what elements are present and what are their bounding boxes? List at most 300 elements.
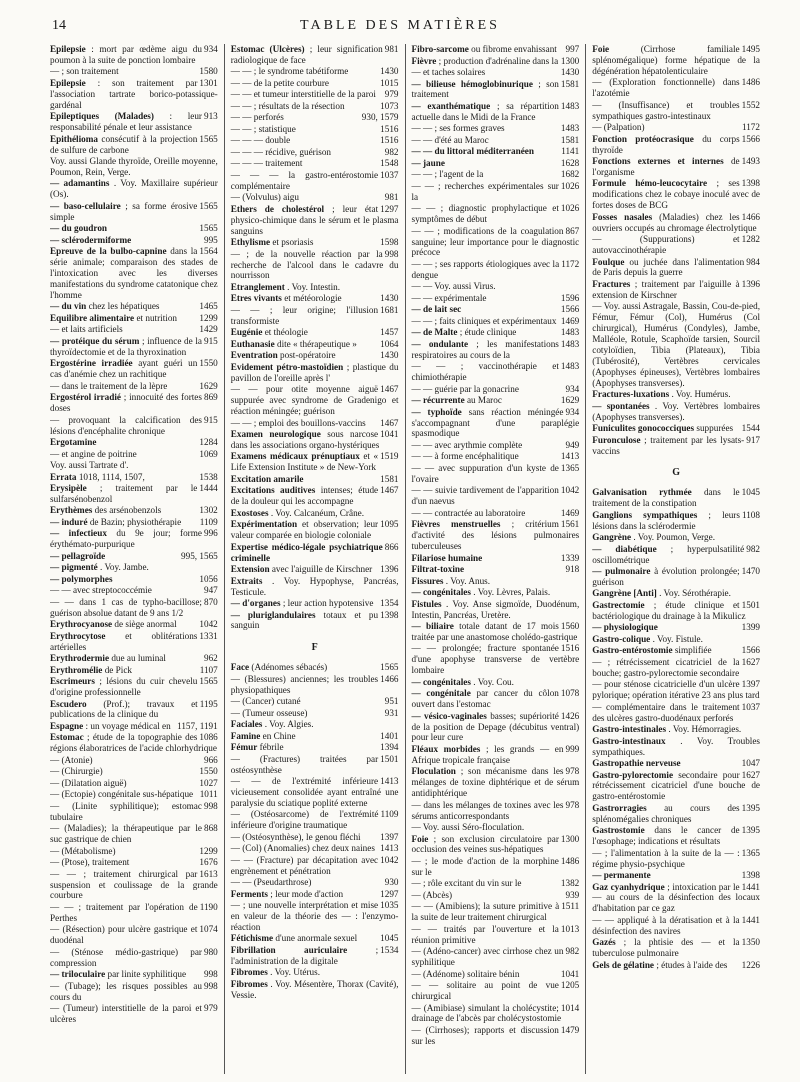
entry-page-ref: 1519 [380,451,399,462]
entry-text: ; influence de la thyroïdectomie et de la thyroxination [50,335,202,357]
index-entry [592,758,760,769]
entry-text: — (Atonie) [50,754,93,765]
index-entry [412,890,580,901]
entry-text: — — expérimentale [411,292,487,303]
index-entry [592,657,760,679]
index-entry [50,235,218,246]
entry-page-ref: 934 [203,44,218,54]
index-entry [50,676,218,698]
index-entry [412,856,580,878]
entry-text: ; son exclusion circulatoire par occlusion des veines sus-hépatiques [411,833,559,855]
index-entry [231,542,399,564]
index-column-1 [50,44,224,1074]
entry-page-ref: 1564 [199,246,218,257]
index-entry [50,472,218,483]
entry-text: dite « thérapeutique » [276,338,357,349]
entry-page-ref: 1026 [560,180,580,191]
entry-heading: Erythèmes [50,505,93,516]
entry-heading: Floculation [411,766,456,777]
entry-heading: Famine [230,730,261,741]
entry-page-ref: 917 [746,434,760,445]
entry-page-ref: 1444 [199,483,218,493]
index-entry [231,967,399,978]
entry-heading: Gaz cyanhydrique [592,881,665,892]
index-entry [50,111,218,133]
index-entry [231,89,399,100]
index-entry [231,44,399,66]
entry-page-ref: 1108 [741,509,760,520]
index-entry [231,933,399,944]
index-entry [412,508,580,519]
entry-page-ref: 1467 [380,485,399,496]
entry-page-ref: 995, 1565 [181,550,218,561]
entry-heading: Ergostérine irradiée [50,358,133,369]
entry-text: — (Tubage); les risques possibles au cours du [50,980,202,1002]
index-entry [231,429,399,451]
index-entry [592,870,760,881]
entry-text: ou fibrome envahissant [471,44,557,54]
entry-page-ref: 998 [203,980,218,991]
index-entry [412,980,580,1002]
index-entry [412,901,580,923]
entry-page-ref: 1550 [199,766,218,777]
entry-page-ref: 1172 [561,258,580,269]
index-entry [231,112,399,123]
entry-page-ref: 1413 [380,776,399,787]
entry-text: et météorologie [284,293,342,304]
index-entry [231,945,399,967]
entry-heading: Expertise médico-légale psychiatrique criminelle [230,541,383,563]
index-entry [50,562,218,573]
entry-text: ; leur mode d'action [270,888,344,899]
entry-heading: — biliaire [411,621,454,631]
entry-heading: Expérimentation [230,519,298,530]
entry-heading: Gastrectomie [592,599,645,610]
entry-page-ref: 1596 [560,292,580,303]
entry-text: — (Suppurations) et autovaccinothérapie [592,234,740,256]
entry-text: ; critérium d'activité des lésions pulmonaires tuberculeuses [411,519,580,552]
index-entry [592,679,760,701]
entry-page-ref: 1479 [560,1024,580,1035]
entry-text: ; études à l'aide des [656,959,728,970]
entry-page-ref: 939 [565,889,580,900]
index-entry [231,237,399,248]
entry-page-ref: 1538 [199,471,218,482]
index-entry [50,846,218,857]
entry-page-ref: 870 [203,596,218,607]
entry-heading: Ethers de cholestérol [230,203,325,214]
index-entry [592,122,760,133]
entry-text: — (Exploration fonctionnelle) dans l'azotémie [592,77,740,99]
entry-heading: — sclérodermiforme [50,234,132,245]
entry-text: (Cirrhose familiale splénomégalique) forme hépatique de la dégénération hépatolenticulaire [592,44,760,76]
entry-page-ref: 867 [565,225,580,236]
index-entry [231,485,399,507]
entry-page-ref: 998 [384,248,399,259]
entry-text: . Voy. Maxillaire supérieur (Os). [50,178,218,200]
entry-text: — — prolongée; fracture spontanée d'une apophyse transverse de vertèbre lombaire [411,643,580,676]
entry-text: — Voy. aussi Astragale, Bassin, Cou-de-pied, Fémur, Fémur (Col), Humérus (Col chirurgical), Humérus (Condyles), Jambe, Malléole, Rotule, Scaphoïde tarsien, Sourcil cotyloïdien, Tibia (Plateaux), Tibia (Tubérosité), Vertèbres cervicales (Apophyses épineuses), Vertèbres lombaires (Apophyses transverses). [592,301,760,388]
entry-text: de Bazin; physiothérapie [89,516,182,527]
entry-page-ref: 1157, 1191 [177,720,218,731]
entry-heading: Gastropathie nerveuse [592,758,681,768]
entry-text: — (Tumeur osseuse) [230,707,308,718]
entry-heading: Gels de gélatine [592,959,655,970]
entry-text: ; son mécanisme dans les mélanges de toxine diphtérique et de sérum antidiphtérique [411,766,580,799]
index-entry [231,78,399,89]
entry-text: — (Col) (Anomalies) chez deux naines [230,843,375,854]
entry-page-ref: 981 [384,192,399,203]
entry-text: ; hyperpulsatilité oscillométrique [592,543,745,565]
entry-text: — (Blessures) anciennes; les troubles physiopathiques [230,673,379,695]
entry-text: : un voyage médical en [85,720,171,731]
entry-text: — ; l'alimentation à la suite de la — : régime physio-psychique [592,847,740,869]
index-entry [412,711,580,744]
entry-text: — ; le mode d'action de la morphine sur le [411,855,559,877]
entry-text: — dans le traitement de la lèpre [50,380,168,391]
entry-text: — (Ostéosynthèse), le genou fléchi [230,831,361,842]
entry-heading: Gazés [592,937,616,948]
entry-page-ref: 1681 [380,304,399,315]
entry-page-ref: 1042 [199,619,218,630]
entry-heading: Excitations auditives [230,485,316,496]
index-entry [412,519,580,552]
entry-page-ref: 1398 [380,609,399,620]
index-entry [412,621,580,643]
entry-page-ref: 966 [203,754,218,765]
index-entry [231,696,399,707]
index-entry [412,226,580,259]
entry-page-ref: 1676 [199,857,218,868]
entry-page-ref: 1441 [741,881,760,892]
entry-text: . Voy. Anse sigmoïde, Duodénum, Intestin, Pancréas, Uretère. [411,598,580,620]
entry-heading: — triloculaire [50,969,106,980]
entry-page-ref: 1045 [380,933,399,944]
entry-heading: Excitation amarile [230,473,304,484]
entry-page-ref: 1395 [741,802,760,813]
entry-page-ref: 982 [565,946,580,957]
entry-text: Voy. aussi Glande thyroïde, Oreille moyenne, Poumon, Rein, Verge. [50,156,218,177]
entry-page-ref: 1365 [741,847,760,858]
index-entry [231,384,399,417]
index-entry [412,135,580,146]
page-header [0,18,800,38]
entry-heading: — baso-cellulaire [50,200,121,211]
index-entry [231,731,399,742]
entry-page-ref: 1013 [560,923,580,934]
entry-page-ref: 1629 [560,395,580,406]
entry-page-ref: 1086 [199,732,218,743]
index-entry [50,653,218,664]
index-entry [592,212,760,234]
entry-text: — (Cancer) cutané [230,696,301,707]
index-entry [592,622,760,633]
entry-page-ref: 1441 [741,914,760,925]
entry-page-ref: 1339 [560,552,580,563]
entry-text: ; étude de la topographie des régions élaboratrices de l'acide chlorhydrique [50,732,217,754]
entry-page-ref: 1466 [380,673,399,684]
entry-heading: Foie [592,44,610,54]
entry-page-ref: 1398 [741,870,760,881]
index-entry [50,981,218,1003]
entry-page-ref: 1430 [380,293,399,304]
index-entry [592,423,760,434]
entry-text: — (Abcès) [411,889,453,900]
entry-page-ref: 1300 [560,833,580,844]
entry-text: ayant guéri un cas d'anémie chez un rachitique [50,358,198,380]
index-entry [592,510,760,532]
entry-heading: Ethylisme [230,237,271,248]
entry-page-ref: 1035 [380,900,399,911]
entry-heading: Fibromes [230,978,268,989]
index-entry [412,485,580,507]
entry-text: : son traitement par l'association tartrate borico-potassique-gardénal [50,77,218,110]
index-entry [50,699,218,721]
entry-text: fébrile [259,742,284,753]
entry-text: . Voy. Poumon, Verge. [633,532,716,543]
entry-page-ref: 1042 [560,485,580,496]
index-entry [50,78,218,111]
entry-page-ref: 1483 [560,100,580,111]
entry-page-ref: 1483 [560,361,580,372]
entry-page-ref: 915 [203,414,218,425]
entry-page-ref: 1682 [560,169,580,180]
index-entry [231,282,399,293]
entry-text: des arsénobenzols [94,505,162,516]
entry-text: — — — double [230,135,291,146]
entry-text: ; ses modifications chez le cobaye inoculé avec de fortes doses de BCG [592,178,760,211]
entry-text: sans réaction méningée s'accompagnant d'une paraplégie spasmodique [411,406,580,439]
index-entry [231,204,399,237]
index-entry [592,645,760,656]
entry-page-ref: 1566 [741,645,760,656]
entry-text: — Voy. aussi Séro-floculation. [411,822,525,833]
index-entry [50,755,218,766]
entry-page-ref: 1078 [560,688,580,699]
entry-text: — — guérie par la gonacrine [411,383,519,394]
entry-text: et psoriasis [272,237,314,248]
index-entry [412,384,580,395]
entry-heading: Ferments [230,888,268,899]
index-entry [412,158,580,169]
entry-page-ref: 1350 [741,937,760,948]
entry-text: — — pour otite moyenne aiguë suppurée avec syndrome de Gradenigo et réaction méningée; guérison [230,384,399,417]
entry-text: — (Ptose), traitement [50,857,130,868]
entry-heading: — induré [50,516,88,527]
entry-page-ref: 1561 [560,519,580,530]
entry-page-ref: 1552 [741,99,760,110]
index-entry [412,316,580,327]
entry-page-ref: 1544 [741,423,760,434]
entry-text: — — ; traitement chirurgical par suspension et coulissage de la grande courbure [50,868,218,901]
entry-text: — ; une nouvelle interprétation et mise en valeur de la théorie des — : l'enzymo-réaction [230,900,399,932]
entry-page-ref: 1073 [380,100,399,111]
entry-text: ; plastique du pavillon de l'oreille après l' [230,361,399,383]
entry-page-ref: 1628 [560,157,580,168]
entry-page-ref: 1483 [560,123,580,134]
index-entry [231,327,399,338]
index-entry [592,100,760,122]
entry-page-ref: 1565 [199,676,218,687]
entry-page-ref: 1629 [199,380,218,391]
entry-text: — — avec streptococcémie [50,585,152,596]
entry-page-ref: 1486 [560,855,580,866]
index-entry [231,610,399,632]
entry-text: secondaire pour rétrécissement cicatriciel d'une bouche de gastro-entérostomie [592,769,760,802]
entry-text: . Voy. Fistule. [652,633,703,644]
entry-page-ref: 1014 [560,1002,580,1013]
index-entry [50,358,218,380]
index-entry [231,339,399,350]
index-entry [50,551,218,562]
entry-text: . Voy. Cou. [473,676,514,687]
index-entry [50,631,218,653]
entry-heading: Euthanasie [230,338,275,349]
entry-page-ref: 1282 [741,234,760,245]
entry-page-ref: 930 [384,877,399,888]
index-entry [592,156,760,178]
entry-heading: Epilepsie [50,77,86,88]
entry-page-ref: 1045 [741,487,760,498]
index-entry [231,249,399,282]
index-entry [50,505,218,516]
entry-heading: — ondulante [411,338,469,349]
page-number: 14 [52,18,66,33]
entry-heading: — congénitales [411,676,471,687]
index-entry [412,463,580,485]
entry-heading: — — du littoral méditerranéen [411,146,534,157]
entry-heading: Ergotamine [50,437,97,447]
entry-page-ref: 1297 [380,203,399,214]
entry-page-ref: 1534 [380,944,399,955]
index-entry [50,392,218,414]
entry-text: ; son traitement [411,78,559,100]
entry-page-ref: 998 [203,800,218,811]
index-entry [50,223,218,234]
entry-text: chez les hépatiques [88,301,160,312]
index-entry [412,44,580,55]
entry-text: — ; de la nouvelle réaction par la recherche de l'alcool dans le cadavre du nourrisson [230,248,399,281]
index-entry [50,1003,218,1025]
entry-text: — — (Amibiens); la suture primitive à la suite de leur traitement chirurgical [411,901,560,923]
entry-text: ; l'administration de la digitale [230,944,379,966]
index-entry [50,381,218,392]
index-entry [231,674,399,696]
entry-text: — — d'été au Maroc [411,134,489,145]
index-entry [231,135,399,146]
index-entry [50,766,218,777]
entry-text: — — solitaire au point de vue chirurgical [411,980,559,1001]
entry-text: par cancer du côlon ouvert dans l'estomac [411,688,559,710]
entry-page-ref: 934 [565,406,580,417]
index-entry [50,619,218,630]
index-column-4 [585,44,766,1074]
entry-heading: Erythrocytose [50,630,106,641]
entry-heading: Eugénie [230,327,263,338]
index-entry [50,801,218,823]
entry-page-ref: 996 [203,528,218,539]
entry-page-ref: 1190 [199,901,218,912]
entry-heading: — bilieuse hémoglobinurique [411,78,533,89]
entry-page-ref: 1581 [560,78,580,89]
entry-page-ref: 1382 [560,878,580,889]
entry-page-ref: 1397 [741,679,760,690]
entry-text: simplifiée [674,645,712,656]
entry-text: — — — traitement [230,158,303,169]
entry-heading: Epileptiques (Malades) [50,111,154,122]
index-entry [592,44,760,77]
index-entry [50,665,218,676]
entry-text: — — ; vaccinothérapie et chimiothérapie [411,361,559,383]
entry-text: — (Cirrhoses); rapports et discussion sur les [411,1024,559,1046]
entry-page-ref: 1627 [741,656,760,667]
entry-page-ref: 1041 [560,968,580,979]
index-entry [412,79,580,101]
index-entry [231,754,399,776]
entry-text: au cours des splénomégalies chroniques [592,802,740,824]
entry-text: — — (Pseudarthrose) [230,877,312,888]
entry-page-ref: 1365 [560,462,580,473]
entry-heading: — d'organes [230,598,281,608]
entry-text: et « Life Extension Institute » de New-York [230,451,379,473]
entry-text: consécutif à la projection de sulfure de carbone [50,133,198,155]
entry-text: ; les grands — en Afrique tropicale française [411,743,564,765]
entry-page-ref: 1470 [741,566,760,577]
entry-text: ; étude clinique [459,327,517,338]
entry-page-ref: 978 [565,766,580,777]
entry-heading: — polymorphes [50,573,113,584]
entry-heading: Examens médicaux prénuptiaux [230,451,360,462]
entry-page-ref: 1565 [199,223,218,234]
entry-heading: — de lait sec [411,304,462,315]
index-entry [592,532,760,543]
index-entry [412,766,580,799]
entry-text: ; les manifestations respiratoires au cours de la [411,338,559,360]
entry-page-ref: 1095 [380,519,399,530]
index-entry [412,395,580,406]
index-entry [412,146,580,157]
entry-heading: — pellagroïde [50,550,106,561]
index-entry [231,192,399,203]
entry-page-ref: 1064 [380,338,399,349]
index-entry [50,823,218,845]
entry-heading: Fièvre [411,55,437,66]
entry-page-ref: 1466 [741,211,760,222]
entry-page-ref: 1493 [741,156,760,167]
entry-text: ; étude clinique et bactériologique du drainage à la Mikulicz [592,599,746,621]
index-entry [50,902,218,924]
entry-text: dans le traitement de la constipation [592,487,740,509]
entry-heading: — exanthématique [411,100,491,111]
entry-heading: Espagne [50,720,84,731]
entry-text: — complémentaire dans le traitement des ulcères gastro-duodénaux perforés [592,701,740,723]
index-entry [50,969,218,980]
entry-text: — — — récidive, guérison [230,146,332,157]
entry-page-ref: 998 [203,969,218,980]
entry-page-ref: 1430 [560,67,580,77]
index-entry [412,440,580,451]
index-entry [592,487,760,509]
index-entry [592,389,760,400]
entry-page-ref: 1047 [741,758,760,768]
entry-page-ref: 1011 [199,789,218,800]
index-entry [50,415,218,437]
index-entry [50,178,218,200]
entry-heading: Gangrène [592,532,632,543]
entry-page-ref: 1565 [380,662,399,673]
entry-text: ; la phtisie des — et la tuberculose pulmonaire [592,937,740,959]
entry-heading: Ergostérol irradié [50,392,121,403]
